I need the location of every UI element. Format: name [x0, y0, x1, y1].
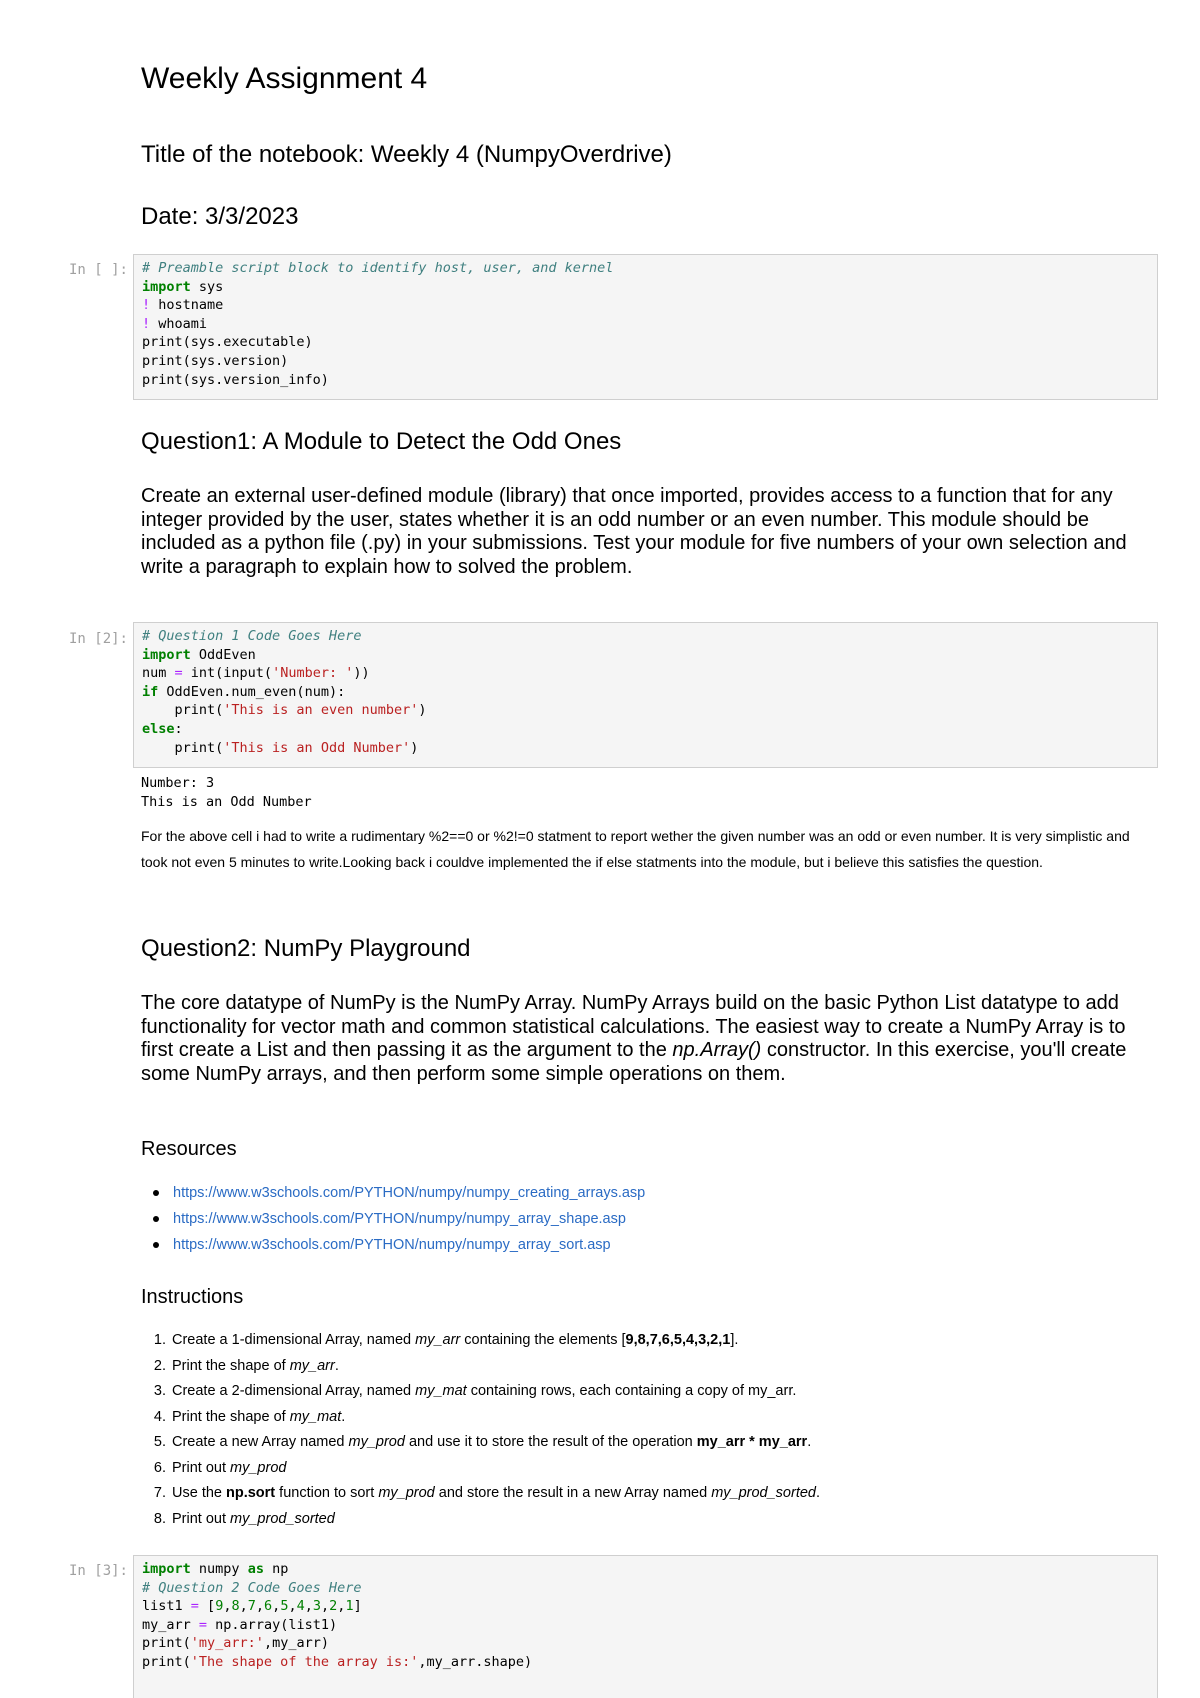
cell-prompt: In [2]:: [68, 631, 128, 647]
instruction-item: [134, 1430, 820, 1456]
instructions-heading: Instructions: [141, 1286, 244, 1308]
instruction-text: my_mat: [415, 1383, 467, 1399]
resource-item: [141, 1232, 645, 1258]
instruction-text: Print out: [172, 1459, 231, 1476]
instruction-text: containing rows, each containing a copy of my_arr.: [466, 1383, 797, 1399]
instruction-text: my_prod: [348, 1434, 405, 1450]
code-token: np: [263, 1561, 289, 1577]
code-line: [142, 739, 1149, 758]
instruction-number: 1.: [153, 1332, 166, 1348]
code-token: 6: [264, 1598, 273, 1615]
code-token: 'Number: ': [272, 665, 354, 682]
code-editor[interactable]: [134, 623, 1157, 761]
instruction-number: 8.: [153, 1510, 166, 1527]
instruction-text: my_prod: [378, 1485, 435, 1501]
code-token: !: [142, 315, 151, 332]
question2-body: [141, 992, 1141, 1086]
code-token: import: [142, 646, 191, 663]
code-token: 4: [296, 1598, 305, 1615]
code-line: [142, 1616, 1149, 1635]
instruction-item: [134, 1354, 820, 1380]
instruction-item: [134, 1379, 820, 1405]
instruction-text: .: [334, 1357, 339, 1374]
code-token: )): [353, 665, 370, 682]
page-title: Weekly Assignment 4: [141, 62, 428, 95]
code-token: ]: [353, 1598, 362, 1615]
code-line: [142, 627, 1149, 646]
code-token: :: [174, 720, 183, 737]
code-line: [142, 315, 1149, 334]
code-token: print(: [142, 1635, 191, 1652]
code-token: # Question 2 Code Goes Here: [142, 1579, 362, 1596]
bullet-icon: [153, 1216, 159, 1222]
code-token: print(: [142, 702, 224, 719]
question2-body-text: constructor. In this exercise, you'll create some NumPy arrays, and then perform some simple operations on them.: [141, 1039, 1127, 1085]
bullet-icon: [153, 1242, 159, 1248]
code-token: ,: [321, 1598, 330, 1615]
code-line: [142, 1653, 1149, 1672]
instruction-text: my_arr * my_arr: [696, 1434, 808, 1450]
code-line: [142, 683, 1149, 702]
code-token: OddEven: [190, 646, 256, 663]
instruction-text: ].: [730, 1332, 739, 1348]
instruction-text: my_prod_sorted: [230, 1510, 335, 1527]
code-token: 2: [329, 1598, 338, 1615]
instruction-item: [134, 1481, 820, 1507]
code-token: =: [174, 665, 183, 682]
instruction-text: 9,8,7,6,5,4,3,2,1: [625, 1332, 731, 1348]
instruction-number: 7.: [153, 1485, 166, 1501]
code-token: print(sys.version_info): [142, 371, 329, 388]
question1-heading: Question1: A Module to Detect the Odd Ones: [141, 428, 622, 455]
code-token: my_arr: [142, 1616, 199, 1633]
code-line: [142, 664, 1149, 683]
code-line: [142, 352, 1149, 371]
resources-heading: Resources: [141, 1138, 237, 1160]
code-token: 'This is an Odd Number': [223, 739, 411, 756]
code-line: [142, 1560, 1149, 1579]
instruction-text: Print out: [172, 1510, 231, 1527]
code-token: 8: [231, 1598, 240, 1615]
code-token: as: [247, 1561, 264, 1577]
code-token: ,: [304, 1598, 313, 1615]
question1-body: Create an external user-defined module (library) that once imported, provides access to a function that for any integer provided by the user, states whether it is an odd number or an even number. This module should be included as a python file (.py) in your submissions. Test your module for five numbers of your own selection and write a paragraph to explain how to solved the problem.: [141, 485, 1127, 578]
code-token: 9: [215, 1598, 224, 1615]
code-token: =: [190, 1598, 199, 1615]
code-token: OddEven.num_even(num):: [158, 683, 346, 700]
date-line: Date: 3/3/2023: [141, 203, 299, 230]
code-token: !: [142, 297, 151, 314]
code-token: print(: [142, 1653, 191, 1670]
code-cell[interactable]: [133, 622, 1158, 768]
code-token: ): [418, 702, 427, 719]
code-token: import: [142, 1561, 191, 1577]
code-token: ,: [255, 1598, 265, 1615]
code-line: [142, 1579, 1149, 1598]
code-token: ,my_arr): [263, 1635, 329, 1652]
code-token: # Preamble script block to identify host, user, and kernel: [142, 260, 614, 276]
code-token: 5: [280, 1598, 289, 1615]
code-token: # Question 1 Code Goes Here: [142, 628, 362, 644]
code-token: np.array(list1): [207, 1616, 338, 1633]
code-token: else: [142, 720, 175, 737]
code-token: 'This is an even number': [223, 702, 419, 719]
code-token: print(sys.version): [142, 352, 289, 369]
code-token: ,: [288, 1598, 297, 1615]
code-token: hostname: [150, 297, 224, 314]
code-token: int(input(: [182, 665, 273, 682]
resources-list: [141, 1180, 645, 1258]
instruction-text: Create a new Array named: [172, 1434, 349, 1450]
np-array-constructor: np.Array(): [672, 1039, 762, 1061]
code-token: ,: [272, 1598, 281, 1615]
instruction-text: .: [341, 1408, 346, 1425]
code-token: ,: [223, 1598, 232, 1615]
code-token: =: [198, 1616, 208, 1633]
output-line: This is an Odd Number: [141, 793, 312, 810]
instruction-item: [134, 1328, 820, 1354]
code-line: [142, 296, 1149, 315]
instruction-item: [134, 1456, 820, 1482]
code-token: [: [198, 1598, 216, 1615]
resource-link[interactable]: https://www.w3schools.com/PYTHON/numpy/numpy_creating_arrays.asp: [173, 1185, 646, 1201]
code-token: if: [142, 683, 159, 700]
code-token: ,: [337, 1598, 346, 1615]
code-line: [142, 720, 1149, 739]
code-line: [142, 333, 1149, 352]
code-line: [142, 259, 1149, 278]
code-token: 7: [247, 1598, 256, 1615]
instruction-text: .: [815, 1485, 821, 1501]
instruction-item: [134, 1405, 820, 1431]
instruction-text: Print the shape of: [172, 1408, 290, 1425]
code-line: [142, 701, 1149, 720]
instruction-text: .: [807, 1434, 812, 1450]
instruction-text: and store the result in a new Array named: [434, 1485, 712, 1501]
instruction-text: my_prod: [230, 1459, 287, 1476]
code-token: 'The shape of the array is:': [190, 1653, 419, 1670]
code-cell[interactable]: [133, 1555, 1158, 1698]
code-token: ,: [239, 1598, 248, 1615]
instruction-text: my_arr: [289, 1357, 335, 1374]
instruction-text: Create a 1-dimensional Array, named: [172, 1332, 416, 1348]
instruction-number: 3.: [153, 1383, 166, 1399]
instruction-text: function to sort: [275, 1485, 379, 1501]
code-token: numpy: [190, 1561, 248, 1577]
instruction-text: np.sort: [226, 1485, 276, 1501]
code-cell[interactable]: [133, 254, 1158, 400]
notebook-title: Title of the notebook: Weekly 4 (NumpyOverdrive): [141, 141, 672, 168]
instruction-number: 6.: [153, 1459, 166, 1476]
cell-output: [141, 774, 312, 811]
instruction-text: and use it to store the result of the operation: [404, 1434, 697, 1450]
question1-answer: For the above cell i had to write a rudimentary %2==0 or %2!=0 statment to report wether the given number was an odd or even number. It is very simplistic and took not even 5 minutes to write.Looking back i couldve implemented the if else statments into the module, but i believe this satisfies the question.: [141, 828, 1130, 870]
instruction-text: Use the: [172, 1485, 226, 1501]
cell-prompt: In [3]:: [68, 1563, 128, 1579]
instruction-text: containing the elements [: [460, 1332, 626, 1348]
resource-item: [141, 1180, 645, 1206]
resource-link[interactable]: https://www.w3schools.com/PYTHON/numpy/numpy_array_sort.asp: [173, 1237, 611, 1253]
code-line: [142, 371, 1149, 390]
instruction-text: my_mat: [289, 1408, 342, 1425]
code-editor[interactable]: [134, 255, 1157, 393]
bullet-icon: [153, 1190, 159, 1196]
instruction-text: my_prod_sorted: [711, 1485, 816, 1501]
instruction-text: Print the shape of: [172, 1357, 290, 1374]
resource-item: [141, 1206, 645, 1232]
instruction-number: 4.: [153, 1408, 166, 1425]
code-editor[interactable]: [134, 1556, 1157, 1676]
code-line: [142, 278, 1149, 297]
code-token: num: [142, 665, 175, 682]
code-token: import: [142, 278, 191, 295]
code-token: print(: [142, 739, 224, 756]
instruction-text: my_arr: [415, 1332, 461, 1348]
code-token: list1: [142, 1598, 191, 1615]
code-token: 'my_arr:': [190, 1635, 264, 1652]
code-token: whoami: [150, 315, 208, 332]
instruction-number: 5.: [153, 1434, 166, 1450]
code-token: print(sys.executable): [142, 334, 313, 351]
output-line: Number: 3: [141, 775, 215, 791]
code-token: ): [410, 739, 419, 756]
code-token: 3: [312, 1598, 322, 1615]
code-line: [142, 1597, 1149, 1616]
cell-prompt: In [ ]:: [68, 262, 128, 278]
instruction-text: Create a 2-dimensional Array, named: [172, 1383, 416, 1399]
instructions-list: [134, 1328, 820, 1532]
code-line: [142, 646, 1149, 665]
resource-link[interactable]: https://www.w3schools.com/PYTHON/numpy/numpy_array_shape.asp: [173, 1211, 626, 1227]
instruction-number: 2.: [153, 1357, 166, 1374]
instruction-item: [134, 1507, 820, 1533]
question2-body-text: The core datatype of NumPy is the NumPy Array. NumPy Arrays build on the basic Python List datatype to add functionality for vector math and common statistical calculations. The easiest way to create a NumPy Array is to first create a List and then passing it as the argument to the: [141, 992, 1126, 1061]
code-token: ,my_arr.shape): [418, 1653, 533, 1670]
code-token: 1: [345, 1598, 354, 1615]
question2-heading: Question2: NumPy Playground: [141, 935, 471, 962]
code-token: sys: [190, 278, 224, 295]
code-line: [142, 1634, 1149, 1653]
